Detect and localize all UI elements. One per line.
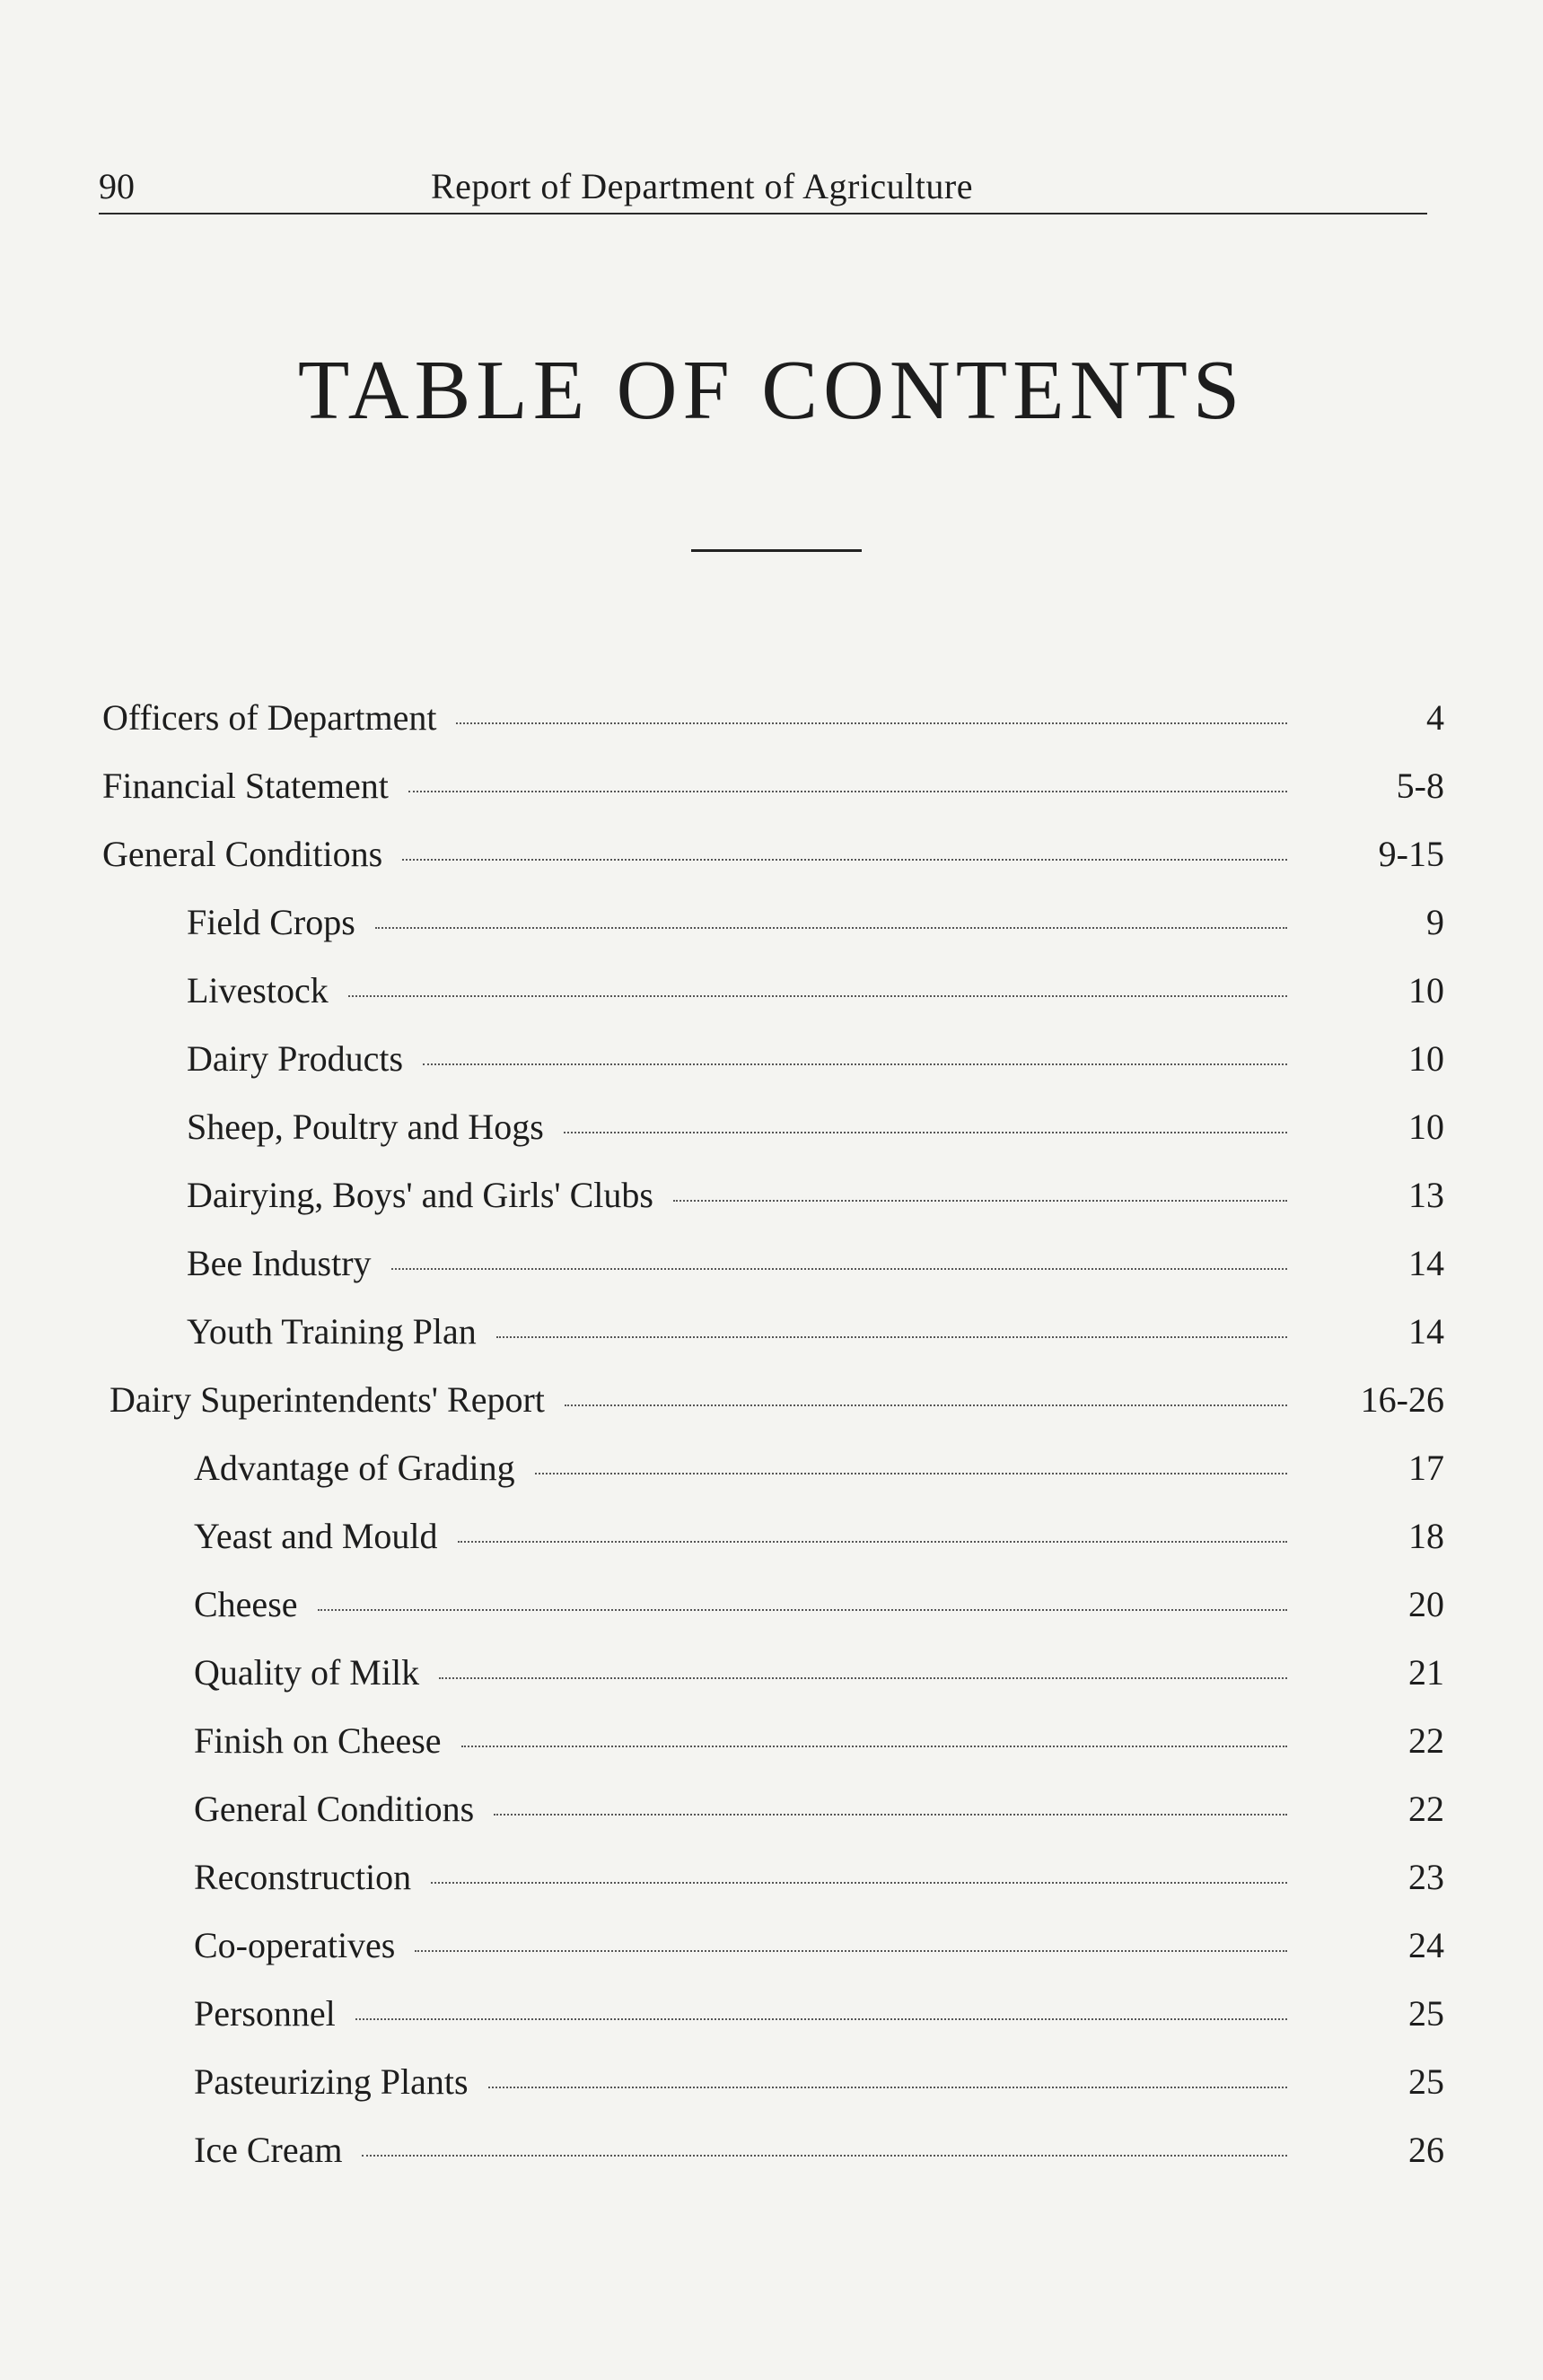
toc-entry-label: Sheep, Poultry and Hogs bbox=[187, 1107, 544, 1147]
toc-entry bbox=[0, 1241, 1543, 1309]
toc-entry bbox=[0, 2060, 1543, 2128]
toc-entry-page: 9-15 bbox=[1378, 834, 1444, 874]
toc-entry-label: Bee Industry bbox=[187, 1243, 372, 1283]
dot-leader bbox=[362, 2155, 1287, 2157]
toc-entry-label: Cheese bbox=[194, 1584, 298, 1624]
toc-entry-page: 22 bbox=[1408, 1720, 1444, 1761]
toc-entry-label: Ice Cream bbox=[194, 2130, 343, 2170]
toc-entry bbox=[0, 1173, 1543, 1241]
toc-entry-label: General Conditions bbox=[194, 1789, 475, 1829]
toc-entry bbox=[0, 832, 1543, 900]
toc-entry bbox=[0, 1923, 1543, 1991]
toc-entry-page: 17 bbox=[1408, 1448, 1444, 1488]
toc-entry-page: 14 bbox=[1408, 1311, 1444, 1352]
toc-entry bbox=[0, 900, 1543, 968]
toc-entry bbox=[0, 1378, 1543, 1446]
toc-entry-label: Financial Statement bbox=[102, 766, 389, 806]
dot-leader bbox=[423, 1063, 1287, 1065]
toc-entry bbox=[0, 1787, 1543, 1855]
dot-leader bbox=[564, 1132, 1287, 1133]
toc-entry bbox=[0, 1991, 1543, 2060]
dot-leader bbox=[348, 995, 1287, 997]
toc-entry-label: Quality of Milk bbox=[194, 1652, 420, 1693]
toc-entry-label: Yeast and Mould bbox=[194, 1516, 438, 1556]
toc-entry bbox=[0, 2128, 1543, 2196]
dot-leader bbox=[375, 927, 1287, 929]
dot-leader bbox=[355, 2018, 1287, 2020]
dot-leader bbox=[456, 722, 1287, 724]
dot-leader bbox=[488, 2087, 1287, 2088]
toc-entry bbox=[0, 1037, 1543, 1105]
header-rule bbox=[99, 213, 1427, 214]
dot-leader bbox=[673, 1200, 1287, 1202]
toc-entry-page: 10 bbox=[1408, 1038, 1444, 1079]
toc-entry-label: Personnel bbox=[194, 1993, 336, 2034]
running-head: Report of Department of Agriculture bbox=[431, 166, 973, 206]
title-divider bbox=[691, 549, 862, 552]
toc-entry bbox=[0, 696, 1543, 764]
page-title: TABLE OF CONTENTS bbox=[297, 344, 1246, 437]
dot-leader bbox=[439, 1677, 1287, 1679]
toc-entry-page: 16-26 bbox=[1360, 1379, 1444, 1420]
dot-leader bbox=[431, 1882, 1287, 1884]
toc-entry-page: 23 bbox=[1408, 1857, 1444, 1897]
toc-entry-page: 22 bbox=[1408, 1789, 1444, 1829]
toc-entry-page: 20 bbox=[1408, 1584, 1444, 1624]
page-number: 90 bbox=[99, 166, 135, 206]
toc-entry-label: Field Crops bbox=[187, 902, 355, 942]
toc-entry-label: Dairy Superintendents' Report bbox=[110, 1379, 545, 1420]
toc-entry bbox=[0, 1582, 1543, 1650]
toc-entry bbox=[0, 764, 1543, 832]
toc-entry bbox=[0, 1309, 1543, 1378]
toc-entry-label: Reconstruction bbox=[194, 1857, 412, 1897]
toc-entry-label: Dairy Products bbox=[187, 1038, 404, 1079]
toc-entry-label: Pasteurizing Plants bbox=[194, 2061, 469, 2102]
toc-entry-page: 4 bbox=[1426, 697, 1444, 738]
toc-entry-page: 14 bbox=[1408, 1243, 1444, 1283]
toc-entry bbox=[0, 1105, 1543, 1173]
toc-entry-page: 13 bbox=[1408, 1175, 1444, 1215]
toc-entry bbox=[0, 968, 1543, 1037]
toc-entry-page: 24 bbox=[1408, 1925, 1444, 1965]
dot-leader bbox=[565, 1404, 1287, 1406]
toc-entry bbox=[0, 1650, 1543, 1719]
dot-leader bbox=[318, 1609, 1287, 1611]
dot-leader bbox=[458, 1541, 1287, 1543]
toc-entry bbox=[0, 1855, 1543, 1923]
dot-leader bbox=[494, 1814, 1287, 1816]
toc-entry-page: 10 bbox=[1408, 1107, 1444, 1147]
toc-entry-label: Finish on Cheese bbox=[194, 1720, 442, 1761]
toc-entry-label: General Conditions bbox=[102, 834, 383, 874]
toc-entry bbox=[0, 1514, 1543, 1582]
dot-leader bbox=[402, 859, 1287, 861]
toc-entry-page: 25 bbox=[1408, 1993, 1444, 2034]
toc-entry-label: Advantage of Grading bbox=[194, 1448, 515, 1488]
dot-leader bbox=[391, 1268, 1287, 1270]
dot-leader bbox=[535, 1473, 1287, 1474]
toc-entry-page: 9 bbox=[1426, 902, 1444, 942]
toc-entry bbox=[0, 1719, 1543, 1787]
dot-leader bbox=[415, 1950, 1287, 1952]
toc-entry-label: Co-operatives bbox=[194, 1925, 396, 1965]
dot-leader bbox=[408, 791, 1287, 792]
toc-entry-label: Livestock bbox=[187, 970, 329, 1011]
toc-entry-page: 26 bbox=[1408, 2130, 1444, 2170]
dot-leader bbox=[496, 1336, 1287, 1338]
toc-entry-page: 5-8 bbox=[1396, 766, 1444, 806]
toc-entry-page: 25 bbox=[1408, 2061, 1444, 2102]
toc-entry-label: Officers of Department bbox=[102, 697, 437, 738]
dot-leader bbox=[461, 1746, 1287, 1747]
toc-entry-label: Youth Training Plan bbox=[187, 1311, 477, 1352]
toc-entry-page: 21 bbox=[1408, 1652, 1444, 1693]
page-header bbox=[99, 166, 1445, 220]
toc-entry-page: 18 bbox=[1408, 1516, 1444, 1556]
toc-entry-page: 10 bbox=[1408, 970, 1444, 1011]
toc-entry-label: Dairying, Boys' and Girls' Clubs bbox=[187, 1175, 653, 1215]
toc-entry bbox=[0, 1446, 1543, 1514]
table-of-contents bbox=[0, 696, 1543, 2196]
